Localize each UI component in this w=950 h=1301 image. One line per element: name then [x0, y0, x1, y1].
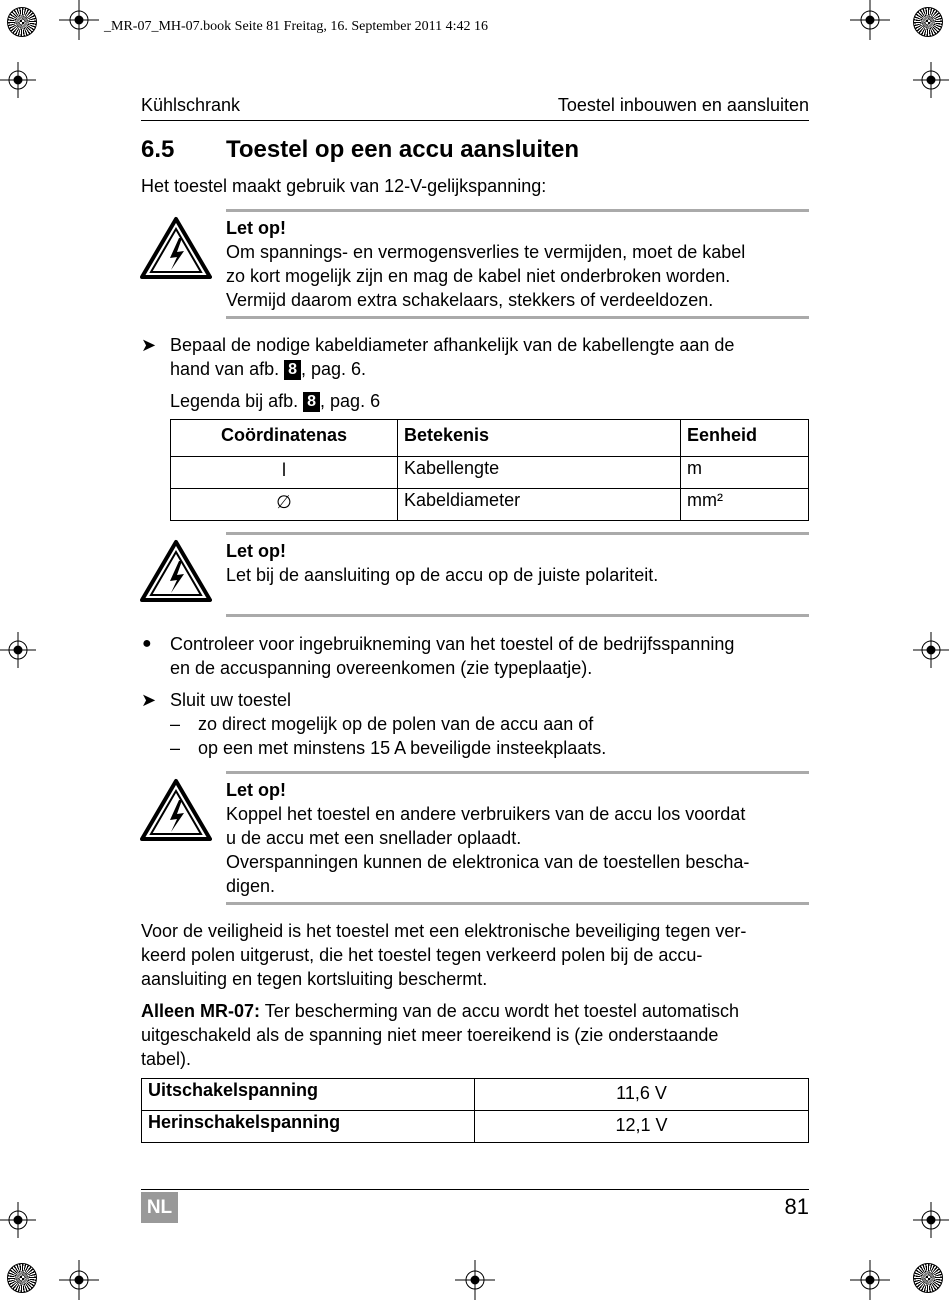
page-number: 81: [784, 1194, 809, 1219]
warning-rule-bottom: [226, 316, 809, 319]
warning-title: Let op!: [226, 780, 286, 800]
intro-text: Het toestel maakt gebruik van 12-V-gelijkspanning:: [141, 176, 547, 196]
warning-line: Vermijd daarom extra schakelaars, stekkers of verdeeldozen.: [226, 290, 714, 310]
mr07-paragraph-line: tabel).: [141, 1049, 192, 1069]
section-number: 6.5: [141, 136, 175, 163]
safety-paragraph-line: Voor de veiligheid is het toestel met een elektronische beveiliging tegen ver-: [141, 921, 747, 941]
high-voltage-warning-icon: [140, 216, 212, 280]
warning-rule-bottom: [226, 614, 809, 617]
step-text: Bepaal de nodige kabeldiameter afhankelijk van de kabellengte aan de: [170, 335, 735, 355]
warning-line: Overspanningen kunnen de elektronica van de toestellen bescha-: [226, 852, 750, 872]
check-text: Controleer voor ingebruikneming van het toestel of de bedrijfsspanning: [170, 634, 735, 654]
dash: –: [170, 738, 181, 758]
warning-line: Om spannings- en vermogensverlies te vermijden, moet de kabel: [226, 242, 746, 262]
safety-paragraph-line: aansluiting en tegen kortsluiting beschermt.: [141, 969, 488, 989]
table-header: Coördinatenas: [171, 420, 398, 457]
voltage-table: [141, 1078, 809, 1143]
mr07-paragraph-line: Alleen MR-07: Ter bescherming van de accu wordt het toestel automatisch: [141, 1001, 739, 1021]
warning-line: Let bij de aansluiting op de accu op de juiste polariteit.: [226, 565, 659, 585]
dash: –: [170, 714, 181, 734]
footer-rule: [141, 1189, 809, 1190]
table-row: [142, 1079, 809, 1111]
sub-item: zo direct mogelijk op de polen van de accu aan of: [198, 714, 594, 734]
check-text: en de accuspanning overeenkomen (zie typeplaatje).: [170, 658, 593, 678]
step-arrow: ➤: [141, 690, 157, 710]
running-header-left: Kühlschrank: [141, 95, 241, 115]
voltage-value: 11,6 V: [475, 1079, 809, 1111]
warning-rule-top: [226, 532, 809, 535]
language-badge: NL: [141, 1192, 178, 1223]
mr07-paragraph-line: uitgeschakeld als de spanning niet meer toereikend is (zie onderstaande: [141, 1025, 719, 1045]
table-row: ∅ Kabeldiameter mm²: [171, 489, 809, 521]
section-title: Toestel op een accu aansluiten: [226, 136, 579, 163]
table-header: Eenheid: [681, 420, 809, 457]
step-text: Sluit uw toestel: [170, 690, 292, 710]
step-arrow: ➤: [141, 335, 157, 355]
high-voltage-warning-icon: [140, 539, 212, 603]
sub-item: op een met minstens 15 A beveiligde insteekplaats.: [198, 738, 607, 758]
table-row: [142, 1111, 809, 1143]
voltage-label: Herinschakelspanning: [142, 1111, 475, 1143]
warning-rule-bottom: [226, 902, 809, 905]
step-text-line2: hand van afb. 8 , pag. 6.: [170, 359, 367, 379]
figure-badge: 8: [303, 392, 320, 412]
table-row: l Kabellengte m: [171, 457, 809, 489]
warning-title: Let op!: [226, 218, 286, 238]
safety-paragraph-line: keerd polen uitgerust, die het toestel tegen verkeerd polen bij de accu-: [141, 945, 703, 965]
mr07-label: Alleen MR-07:: [141, 1001, 261, 1021]
figure-badge: 8: [284, 360, 301, 380]
warning-line: Koppel het toestel en andere verbruikers van de accu los voordat: [226, 804, 746, 824]
running-header-right: Toestel inbouwen en aansluiten: [557, 95, 809, 115]
warning-line: u de accu met een snellader oplaadt.: [226, 828, 522, 848]
print-header: _MR-07_MH-07.book Seite 81 Freitag, 16. September 2011 4:42 16: [104, 19, 489, 34]
legend-caption: Legenda bij afb. 8 , pag. 6: [170, 391, 381, 411]
voltage-value: 12,1 V: [475, 1111, 809, 1143]
legend-table: [170, 419, 809, 521]
warning-title: Let op!: [226, 541, 286, 561]
table-header: Betekenis: [398, 420, 681, 457]
header-rule: [141, 120, 809, 121]
bullet-dot: ●: [142, 635, 152, 652]
high-voltage-warning-icon: [140, 778, 212, 842]
warning-line: digen.: [226, 876, 276, 896]
voltage-label: Uitschakelspanning: [142, 1079, 475, 1111]
warning-rule-top: [226, 209, 809, 212]
warning-line: zo kort mogelijk zijn en mag de kabel niet onderbroken worden.: [226, 266, 731, 286]
warning-rule-top: [226, 771, 809, 774]
